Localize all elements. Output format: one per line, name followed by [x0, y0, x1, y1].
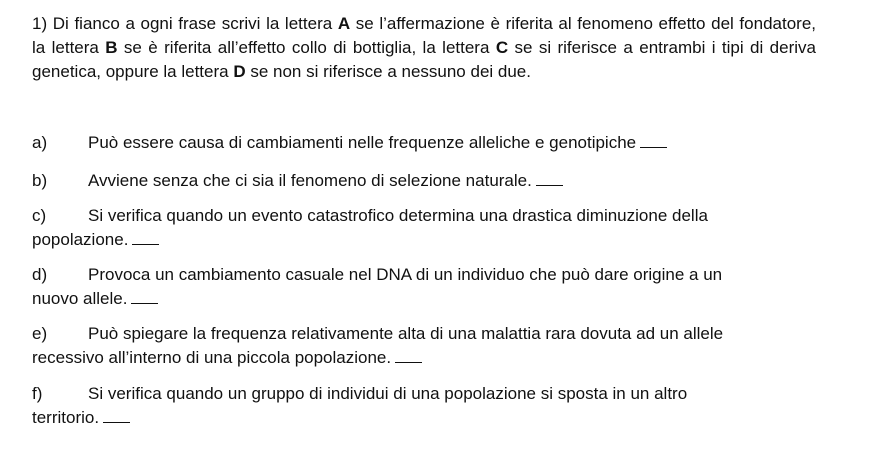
- statement-text-cont: territorio.: [32, 408, 100, 427]
- statement-text-cont: nuovo allele.: [32, 289, 128, 308]
- intro-text-1: Di fianco a ogni frase scrivi la lettera: [47, 14, 338, 33]
- exercise-instructions: [32, 12, 816, 84]
- statement-text: Provoca un cambiamento casuale nel DNA di un individuo che può dare origine a un: [88, 265, 723, 284]
- statement-d: [32, 263, 812, 311]
- answer-blank[interactable]: [640, 133, 667, 148]
- intro-text-4: se si riferisce a entrambi i tipi di deriva genetica, oppure la lettera: [32, 38, 816, 81]
- statement-label: b): [32, 171, 48, 190]
- letter-b: B: [105, 38, 118, 57]
- statement-label: c): [32, 206, 47, 225]
- answer-blank[interactable]: [103, 408, 130, 423]
- statement-text: Può spiegare la frequenza relativamente alta di una malattia rara dovuta ad un allele: [88, 324, 724, 343]
- answer-blank[interactable]: [536, 171, 563, 186]
- letter-a: A: [337, 14, 351, 33]
- statement-label: f): [32, 384, 43, 403]
- letter-c: C: [495, 38, 509, 57]
- statement-text-cont: popolazione.: [32, 230, 129, 249]
- answer-blank[interactable]: [395, 348, 422, 363]
- exercise-number: 1): [32, 14, 48, 33]
- statement-label: e): [32, 324, 48, 343]
- statement-b: [32, 169, 812, 193]
- statement-text: Si verifica quando un evento catastrofico determina una drastica diminuzione della: [88, 206, 708, 225]
- letter-d: D: [233, 62, 246, 81]
- statement-label: d): [32, 265, 48, 284]
- answer-blank[interactable]: [132, 230, 159, 245]
- statement-a: [32, 131, 812, 155]
- statement-label: a): [32, 133, 48, 152]
- statement-f: [32, 382, 812, 430]
- statement-text: Può essere causa di cambiamenti nelle frequenze alleliche e genotipiche: [88, 133, 637, 152]
- statement-c: [32, 204, 812, 252]
- intro-text-5: se non si riferisce a nessuno dei due.: [245, 62, 531, 81]
- intro-text-3: se è riferita all’effetto collo di bottiglia, la lettera: [117, 38, 496, 57]
- statement-e: [32, 322, 812, 370]
- statement-text: Avviene senza che ci sia il fenomeno di selezione naturale.: [88, 171, 532, 190]
- intro-text-2: se l’affermazione è riferita al fenomeno effetto del fondatore, la lettera: [32, 14, 816, 57]
- statement-text: Si verifica quando un gruppo di individui di una popolazione si sposta in un altro: [88, 384, 688, 403]
- answer-blank[interactable]: [131, 289, 158, 304]
- statement-text-cont: recessivo all’interno di una piccola popolazione.: [32, 348, 392, 367]
